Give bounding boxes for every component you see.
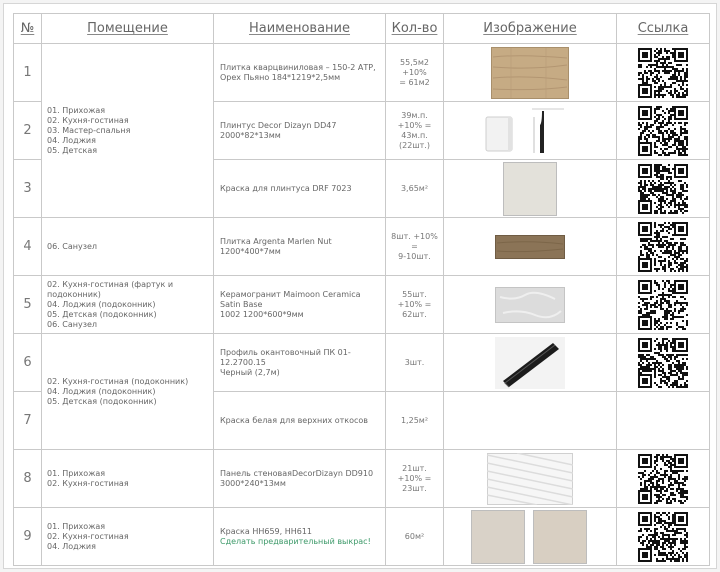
specification-sheet bbox=[3, 3, 717, 569]
item-quantity bbox=[386, 160, 444, 218]
qr-cell bbox=[617, 508, 710, 566]
tile-icon[interactable] bbox=[495, 235, 565, 259]
item-name bbox=[214, 44, 386, 102]
item-name-line: 3000*240*13мм bbox=[220, 478, 286, 488]
room-line: 01. Прихожая bbox=[47, 105, 106, 115]
header-image[interactable]: Изображение bbox=[444, 14, 617, 44]
room-cell bbox=[42, 450, 214, 508]
row-number: 7 bbox=[14, 392, 42, 450]
room-line: 02. Кухня-гостиная bbox=[47, 531, 129, 541]
room-line: 06. Санузел bbox=[47, 241, 98, 251]
item-image-cell bbox=[444, 102, 617, 160]
qr-cell bbox=[617, 218, 710, 276]
room-line: 01. Прихожая bbox=[47, 521, 106, 531]
wall-panel-icon[interactable] bbox=[487, 453, 573, 505]
row-number: 4 bbox=[14, 218, 42, 276]
table-row bbox=[14, 276, 710, 334]
item-quantity bbox=[386, 218, 444, 276]
item-quantity bbox=[386, 392, 444, 450]
item-note: Сделать предварительный выкрас! bbox=[220, 536, 371, 546]
item-name-line: Панель стеноваяDecorDizayn DD910 bbox=[220, 468, 374, 478]
qr-cell-empty bbox=[617, 392, 710, 450]
room-line: 04. Лоджия (подоконник) bbox=[47, 386, 156, 396]
item-image-cell bbox=[444, 334, 617, 392]
item-name bbox=[214, 102, 386, 160]
wood-plank-icon[interactable] bbox=[491, 47, 569, 99]
item-image-cell bbox=[444, 392, 617, 450]
qr-code-icon[interactable] bbox=[637, 105, 689, 157]
item-name bbox=[214, 334, 386, 392]
qr-code-icon[interactable] bbox=[637, 453, 689, 505]
specification-table bbox=[13, 13, 710, 566]
qr-cell bbox=[617, 276, 710, 334]
row-number: 6 bbox=[14, 334, 42, 392]
qr-cell bbox=[617, 102, 710, 160]
item-name-line: Плитка кварцвиниловая – 150-2 АТР, bbox=[220, 62, 376, 72]
item-name-line: Краска для плинтуса DRF 7023 bbox=[220, 183, 352, 193]
header-row bbox=[14, 14, 710, 44]
room-line: 02. Кухня-гостиная (подоконник) bbox=[47, 376, 189, 386]
item-name-line: 2000*82*13мм bbox=[220, 130, 281, 140]
item-image-cell bbox=[444, 508, 617, 566]
item-name-line: Плитка Argenta Marlen Nut bbox=[220, 236, 332, 246]
table-row bbox=[14, 218, 710, 276]
paint-swatches-icon[interactable] bbox=[471, 510, 589, 564]
row-number: 1 bbox=[14, 44, 42, 102]
item-quantity-line: 1,25м² bbox=[400, 415, 429, 425]
room-line: 05. Детская (подоконник) bbox=[47, 309, 157, 319]
item-quantity bbox=[386, 102, 444, 160]
item-name-line: Краска белая для верхних откосов bbox=[220, 415, 369, 425]
room-line: 04. Лоджия bbox=[47, 135, 96, 145]
item-name-line: Орех Пьяно 184*1219*2,5мм bbox=[220, 72, 341, 82]
item-name-line: 1002 1200*600*9мм bbox=[220, 309, 304, 319]
item-name-line: Профиль окантовочный ПК 01-12.2700.15 bbox=[220, 347, 351, 367]
row-number: 5 bbox=[14, 276, 42, 334]
item-image-cell bbox=[444, 44, 617, 102]
edge-profile-icon[interactable] bbox=[495, 337, 565, 389]
item-name bbox=[214, 160, 386, 218]
qr-code-icon[interactable] bbox=[637, 279, 689, 331]
qr-cell bbox=[617, 334, 710, 392]
item-name bbox=[214, 276, 386, 334]
item-image-cell bbox=[444, 218, 617, 276]
paint-swatch-icon[interactable] bbox=[503, 162, 557, 216]
item-quantity-line: 23шт. bbox=[402, 483, 427, 493]
qr-code-icon[interactable] bbox=[637, 511, 689, 563]
room-line: 05. Детская bbox=[47, 145, 98, 155]
row-number: 2 bbox=[14, 102, 42, 160]
room-line: 05. Детская (подоконник) bbox=[47, 396, 157, 406]
item-quantity bbox=[386, 44, 444, 102]
qr-code-icon[interactable] bbox=[637, 221, 689, 273]
room-line: 02. Кухня-гостиная bbox=[47, 478, 129, 488]
row-number: 3 bbox=[14, 160, 42, 218]
room-line: 02. Кухня-гостиная bbox=[47, 115, 129, 125]
item-name-line: 1200*400*7мм bbox=[220, 246, 281, 256]
item-quantity-line: 43м.п. (22шт.) bbox=[399, 130, 430, 150]
room-cell bbox=[42, 334, 214, 450]
item-quantity bbox=[386, 276, 444, 334]
item-name bbox=[214, 508, 386, 566]
qr-cell bbox=[617, 160, 710, 218]
table-row bbox=[14, 450, 710, 508]
qr-code-icon[interactable] bbox=[637, 337, 689, 389]
item-name-line: Керамогранит Maimoon Ceramica Satin Base bbox=[220, 289, 361, 309]
header-room[interactable]: Помещение bbox=[42, 14, 214, 44]
qr-code-icon[interactable] bbox=[637, 163, 689, 215]
header-name[interactable]: Наименование bbox=[214, 14, 386, 44]
room-cell bbox=[42, 218, 214, 276]
item-name bbox=[214, 218, 386, 276]
item-name-line: Черный (2,7м) bbox=[220, 367, 280, 377]
row-number: 9 bbox=[14, 508, 42, 566]
item-quantity-line: 3,65м² bbox=[400, 183, 429, 193]
room-line: 04. Лоджия (подоконник) bbox=[47, 299, 156, 309]
table-row bbox=[14, 334, 710, 392]
item-quantity-line: 62шт. bbox=[402, 309, 427, 319]
table-row bbox=[14, 508, 710, 566]
item-name bbox=[214, 450, 386, 508]
qr-code-icon[interactable] bbox=[637, 47, 689, 99]
item-quantity-line: 60м² bbox=[404, 531, 425, 541]
qr-cell bbox=[617, 450, 710, 508]
item-quantity-line: 9-10шт. bbox=[398, 251, 431, 261]
item-quantity-line: 3шт. bbox=[404, 357, 425, 367]
item-image-cell bbox=[444, 450, 617, 508]
item-quantity-line: = 61м2 bbox=[399, 77, 430, 87]
room-line: 06. Санузел bbox=[47, 319, 98, 329]
item-quantity-line: 55,5м2 +10% bbox=[400, 57, 429, 77]
room-cell bbox=[42, 44, 214, 218]
room-cell bbox=[42, 508, 214, 566]
qr-cell bbox=[617, 44, 710, 102]
room-line: 03. Мастер-спальня bbox=[47, 125, 131, 135]
item-image-cell bbox=[444, 160, 617, 218]
item-quantity bbox=[386, 450, 444, 508]
item-quantity-line: 8шт. +10% = bbox=[391, 231, 438, 251]
header-number: № bbox=[14, 14, 42, 44]
item-quantity bbox=[386, 508, 444, 566]
item-name bbox=[214, 392, 386, 450]
room-line: 02. Кухня-гостиная (фартук и подоконник) bbox=[47, 279, 174, 299]
room-line: 01. Прихожая bbox=[47, 468, 106, 478]
item-quantity bbox=[386, 334, 444, 392]
item-quantity-line: 21шт. +10% = bbox=[397, 463, 432, 483]
row-number: 8 bbox=[14, 450, 42, 508]
header-link[interactable]: Ссылка bbox=[617, 14, 710, 44]
item-name-line: Краска НН659, НН611 bbox=[220, 526, 313, 536]
item-quantity-line: 39м.п. +10% = bbox=[397, 110, 432, 130]
baseboard-drawing-icon[interactable] bbox=[482, 105, 578, 157]
item-name-line: Плинтус Decor Dizayn DD47 bbox=[220, 120, 337, 130]
header-quantity[interactable]: Кол-во bbox=[386, 14, 444, 44]
room-line: 04. Лоджия bbox=[47, 541, 96, 551]
item-quantity-line: 55шт. +10% = bbox=[397, 289, 432, 309]
room-cell bbox=[42, 276, 214, 334]
stone-tile-icon[interactable] bbox=[495, 287, 565, 323]
table-row bbox=[14, 44, 710, 102]
item-image-cell bbox=[444, 276, 617, 334]
